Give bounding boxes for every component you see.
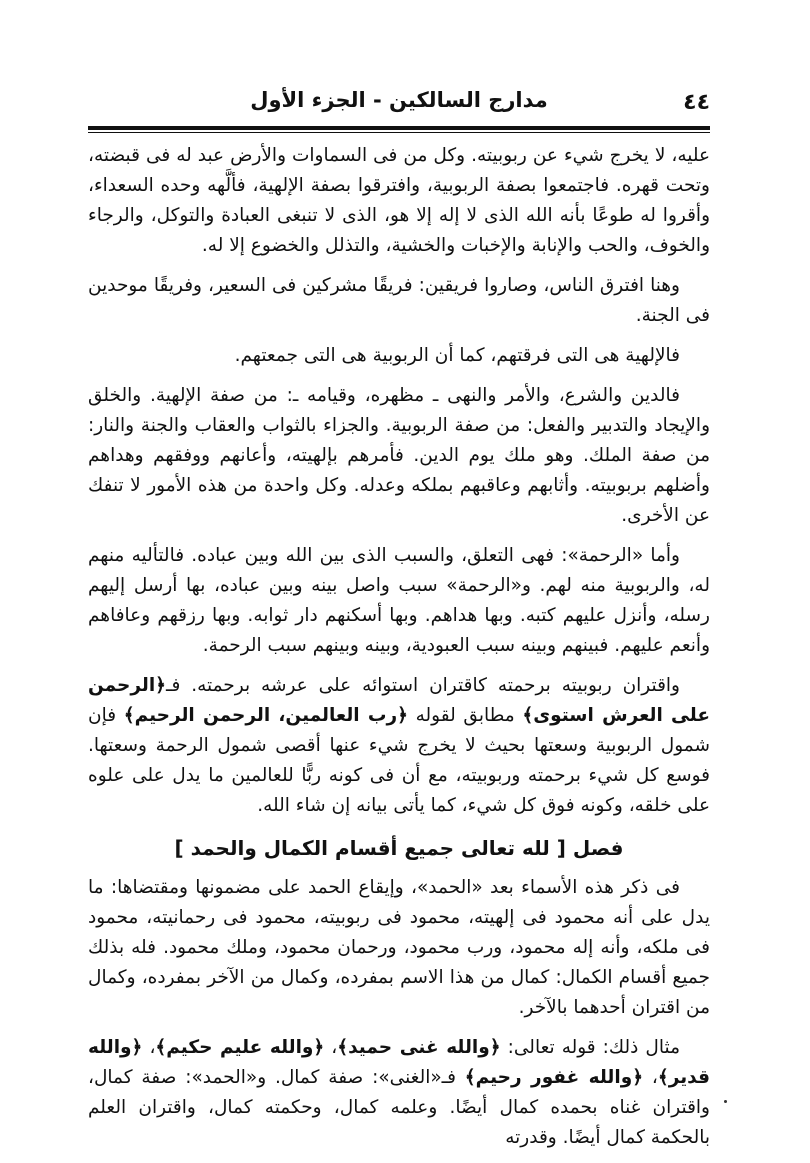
text-segment: فـ«الغنى»: صفة كمال. و«الحمد»: صفة كمال، واقتران غناه بحمده كمال أيضًا. وعلمه كمال، وحكمته كمال، واقتران العلم بالحكمة كمال أيضًا. وقدرته xyxy=(88,1067,710,1148)
quran-verse: ﴿والله غفور رحيم﴾ xyxy=(464,1067,644,1088)
text-segment: ، xyxy=(324,1037,338,1058)
quran-verse: ﴿والله قدير﴾ xyxy=(88,1037,710,1088)
text-segment: ، xyxy=(142,1037,156,1058)
text-segment: فإن شمول الربوبية وسعتها بحيث لا يخرج شيء عنها أقصى شمول الرحمة وسعتها. فوسع كل شيء برحمته وربوبيته، مع أن فى كونه ربًّا للعالمين ما يدل على علوه على خلقه، وكونه فوق كل شيء، كما يأتى بيانه إن شاء الله. xyxy=(88,705,710,816)
paragraph-rububiyya-rahma xyxy=(88,671,710,821)
quran-verse: ﴿الرحمن على العرش استوى﴾ xyxy=(88,675,710,726)
scan-speck xyxy=(724,1100,727,1103)
book-page xyxy=(88,88,710,1163)
page-header xyxy=(88,88,710,126)
text-segment: ، xyxy=(643,1067,658,1088)
running-title: مدارج السالكين - الجزء الأول xyxy=(250,88,548,112)
section-heading: فصل [ لله تعالى جميع أقسام الكمال والحمد ] xyxy=(174,836,624,860)
text-segment: واقتران ربوبيته برحمته كاقتران استوائه على عرشه برحمته. فـ xyxy=(166,675,680,696)
paragraph-din-sharia: فالدين والشرع، والأمر والنهى ـ مظهره، وقيامه ـ: من صفة الإلهية. والخلق والإيجاد والتدبير والفعل: من صفة الربوبية. والجزاء بالثواب والعقاب والجنة والنار: من صفة الملك. وهو ملك يوم الدين. فأمرهم بإلهيته، وأعانهم ووفقهم وهداهم وأضلهم بربوبيته. وأثابهم وعاقبهم بملكه وعدله. وكل واحدة من هذه الأمور لا تنفك عن الأخرى. xyxy=(88,385,710,526)
paragraph-ubudiyya: عليه، لا يخرج شيء عن ربوبيته. وكل من فى السماوات والأرض عبد له فى قبضته، وتحت قهره. فاجتمعوا بصفة الربوبية، وافترقوا بصفة الإلهية، فألَّهه وحده السعداء، وأقروا له طوعًا بأنه الله الذى لا إله إلا هو، الذى لا تنبغى العبادة والتوكل، والرجاء والخوف، والحب والإنابة والإخبات والخشية، والتذلل والخضوع إلا له. xyxy=(88,145,710,256)
paragraph-rahma: وأما «الرحمة»: فهى التعلق، والسبب الذى بين الله وبين عباده. فالتأليه منهم له، والربوبية منه لهم. و«الرحمة» سبب واصل بينه وبين عباده، بها أرسل إليهم رسله، وأنزل عليهم كتبه. وبها هداهم. وبها أسكنهم دار ثوابه. وبها رزقهم وعافاهم وأنعم عليهم. فبينهم وبينه سبب العبودية، وبينه وبينهم سبب الرحمة. xyxy=(88,545,710,656)
paragraph-hamd: فى ذكر هذه الأسماء بعد «الحمد»، وإيقاع الحمد على مضمونها ومقتضاها: ما يدل على أنه محمود فى إلهيته، محمود فى ربوبيته، محمود فى رحمانيته، محمود فى ملكه، وأنه إله محمود، ورب محمود، ورحمان محمود، وملك محمود. فله بذلك جميع أقسام الكمال: كمال من هذا الاسم بمفرده، وكمال من الآخر بمفرده، وكمال من اقتران أحدهما بالآخر. xyxy=(88,877,710,1018)
header-rule-thin xyxy=(88,132,710,133)
quran-verse: ﴿والله غنى حميد﴾ xyxy=(337,1037,501,1058)
paragraph-two-groups: وهنا افترق الناس، وصاروا فريقين: فريقًا مشركين فى السعير، وفريقًا موحدين فى الجنة. xyxy=(88,275,710,326)
quran-verse: ﴿والله عليم حكيم﴾ xyxy=(155,1037,325,1058)
text-segment: مطابق لقوله xyxy=(407,705,523,726)
text-segment: مثال ذلك: قوله تعالى: xyxy=(500,1037,680,1058)
quran-verse: ﴿رب العالمين، الرحمن الرحيم﴾ xyxy=(123,705,408,726)
header-rule xyxy=(88,126,710,130)
paragraph-ilahiyya: فالإلهية هى التى فرقتهم، كما أن الربوبية هى التى جمعتهم. xyxy=(234,345,680,366)
paragraph-example xyxy=(88,1033,710,1153)
page-number: ٤٤ xyxy=(683,90,710,115)
